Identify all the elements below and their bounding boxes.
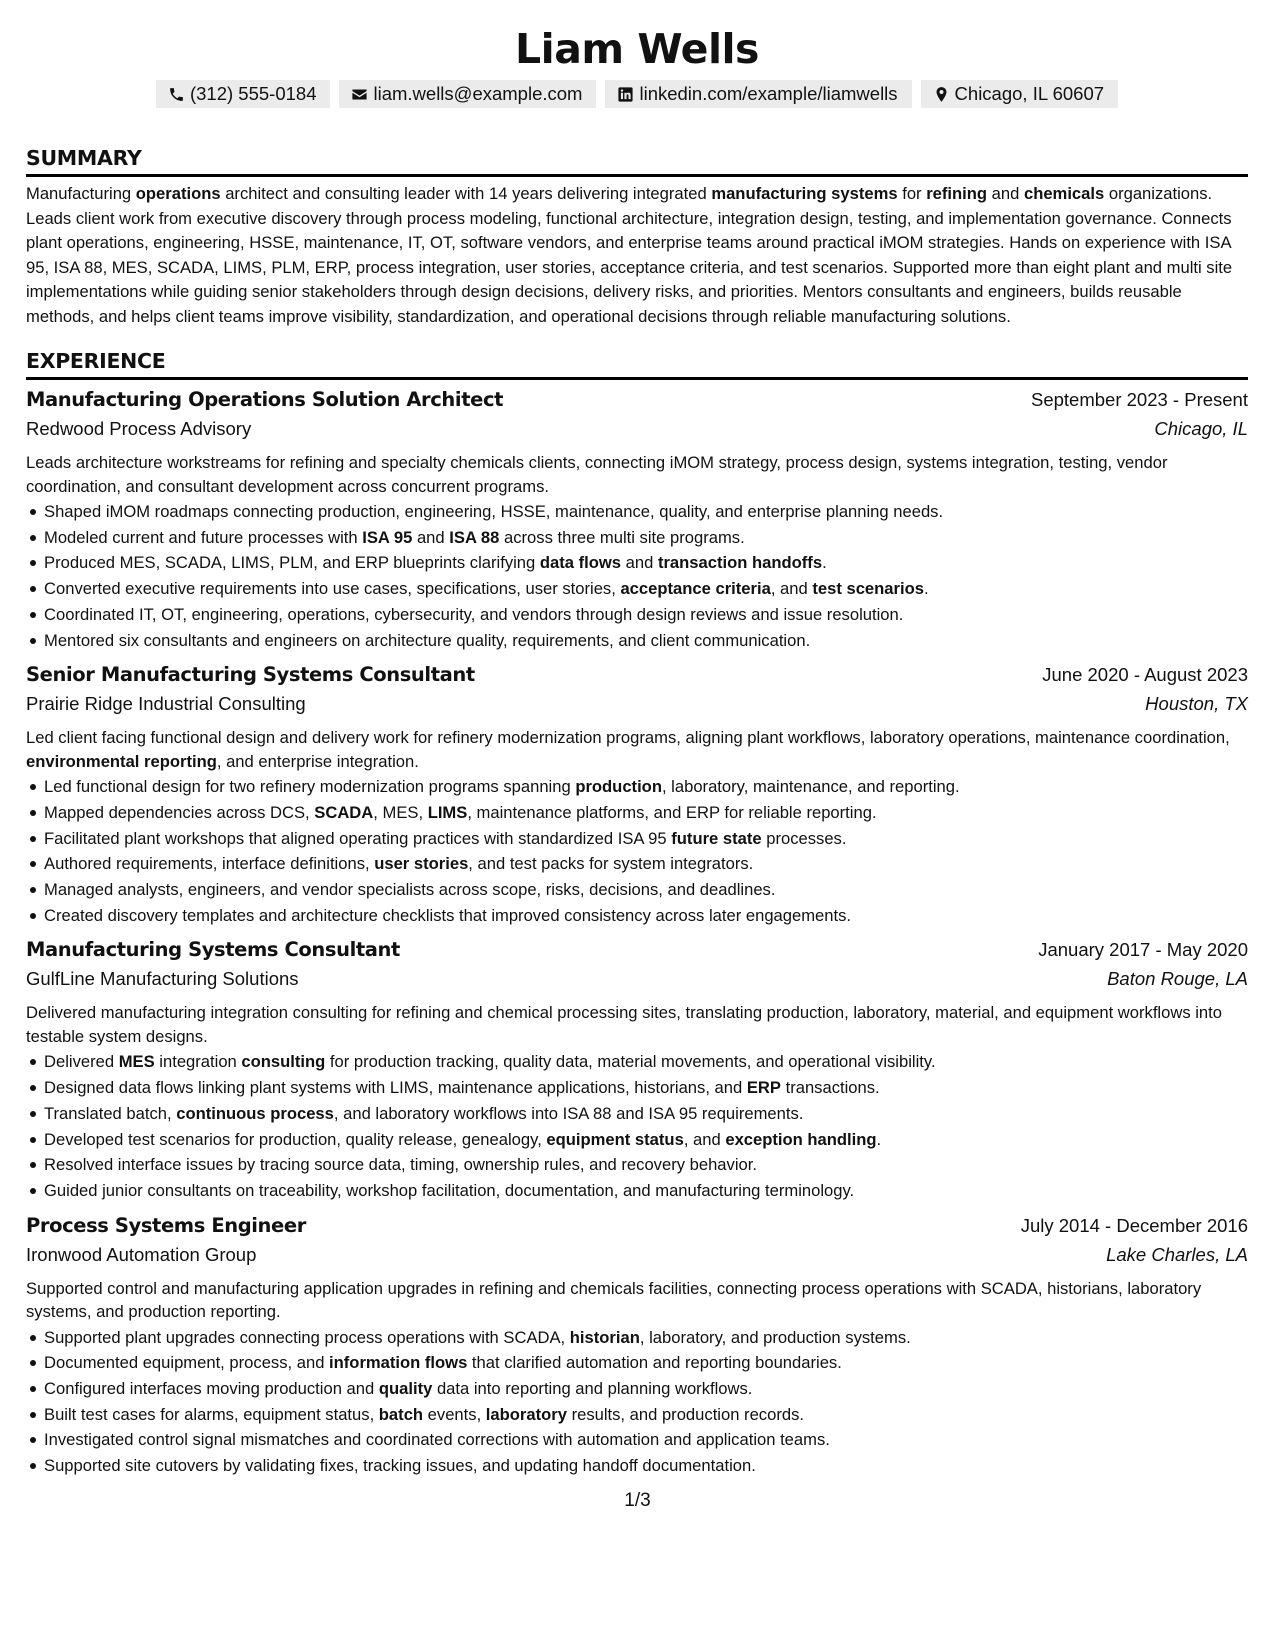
bullet-item: Managed analysts, engineers, and vendor specialists across scope, risks, decisions, and deadlines. — [26, 877, 1248, 903]
job-bullets — [26, 1049, 1248, 1203]
bullet-item: Supported plant upgrades connecting process operations with SCADA, historian, laboratory, and production systems. — [26, 1325, 1248, 1351]
bold-keyword: refining — [926, 184, 988, 203]
company-name: Redwood Process Advisory — [26, 418, 252, 439]
job-header — [26, 388, 1248, 418]
bold-keyword: historian — [569, 1327, 640, 1347]
bold-keyword: production — [575, 777, 662, 797]
job-bullets — [26, 774, 1248, 928]
bullet-item: Mapped dependencies across DCS, SCADA, MES, LIMS, maintenance platforms, and ERP for reliable reporting. — [26, 800, 1248, 826]
job-entry — [26, 663, 1248, 928]
bold-keyword: test scenarios — [812, 579, 924, 599]
bold-keyword: manufacturing systems — [711, 184, 898, 203]
bullet-item: Coordinated IT, OT, engineering, operations, cybersecurity, and vendors through design reviews and issue resolution. — [26, 602, 1248, 628]
summary-heading: SUMMARY — [26, 146, 1248, 177]
candidate-name: Liam Wells — [515, 25, 759, 73]
bullet-item: Built test cases for alarms, equipment status, batch events, laboratory results, and production records. — [26, 1402, 1248, 1428]
job-title: Manufacturing Systems Consultant — [26, 938, 400, 962]
phone-text: (312) 555-0184 — [189, 83, 317, 104]
resume-page — [26, 0, 1248, 1479]
bullet-item: Converted executive requirements into use cases, specifications, user stories, acceptance criteria, and test scenarios. — [26, 576, 1248, 602]
bullet-item: Led functional design for two refinery modernization programs spanning production, laboratory, maintenance, and reporting. — [26, 774, 1248, 800]
bullet-item: Configured interfaces moving production and quality data into reporting and planning workflows. — [26, 1376, 1248, 1402]
job-header — [26, 1214, 1248, 1244]
contact-email[interactable] — [339, 80, 596, 108]
job-dates: July 2014 - December 2016 — [1020, 1214, 1248, 1236]
job-entry — [26, 938, 1248, 1203]
company-name: GulfLine Manufacturing Solutions — [26, 968, 299, 990]
bullet-item: Created discovery templates and architecture checklists that improved consistency across later engagements. — [26, 903, 1248, 929]
bold-keyword: ERP — [746, 1078, 781, 1098]
bold-keyword: future state — [671, 828, 762, 848]
job-dates: September 2023 - Present — [1031, 389, 1248, 410]
bold-keyword: user stories — [374, 854, 469, 874]
bullet-item: Modeled current and future processes with ISA 95 and ISA 88 across three multi site programs. — [26, 525, 1248, 551]
contact-phone — [156, 80, 331, 108]
job-location: Chicago, IL — [1154, 418, 1248, 439]
bullet-item: Produced MES, SCADA, LIMS, PLM, and ERP blueprints clarifying data flows and transaction handoffs. — [26, 550, 1248, 576]
job-bullets — [26, 499, 1248, 653]
bold-keyword: exception handling — [725, 1129, 877, 1149]
bold-keyword: information flows — [329, 1353, 468, 1373]
bold-keyword: continuous process — [176, 1103, 334, 1123]
bold-keyword: chemicals — [1023, 184, 1105, 203]
contact-linkedin[interactable] — [605, 80, 911, 108]
bullet-item: Facilitated plant workshops that aligned operating practices with standardized ISA 95 future state processes. — [26, 826, 1248, 852]
bullet-item: Guided junior consultants on traceability, workshop facilitation, documentation, and manufacturing terminology. — [26, 1178, 1248, 1204]
bold-keyword: consulting — [241, 1052, 326, 1072]
bold-keyword: transaction handoffs — [657, 553, 823, 573]
bold-keyword: batch — [378, 1404, 424, 1424]
job-description: Leads architecture workstreams for refining and specialty chemicals clients, connecting iMOM strategy, process design, systems integration, testing, vendor coordination, and consultant development across concurrent programs. — [26, 453, 1168, 496]
bold-keyword: operations — [135, 184, 221, 203]
job-title: Process Systems Engineer — [26, 1213, 306, 1237]
job-header — [26, 663, 1248, 693]
bold-keyword: environmental reporting — [26, 751, 217, 771]
job-location: Baton Rouge, LA — [1107, 968, 1248, 990]
bullet-item: Authored requirements, interface definitions, user stories, and test packs for system integrators. — [26, 851, 1248, 877]
job-subheader — [26, 968, 1248, 998]
bullet-item: Investigated control signal mismatches and coordinated corrections with automation and application teams. — [26, 1427, 1248, 1453]
bold-keyword: ISA 88 — [449, 527, 500, 547]
job-subheader — [26, 418, 1248, 448]
email-text: liam.wells@example.com — [373, 83, 583, 104]
bullet-item: Resolved interface issues by tracing source data, timing, ownership rules, and recovery behavior. — [26, 1152, 1248, 1178]
job-entry — [26, 388, 1248, 653]
bullet-item: Delivered MES integration consulting for production tracking, quality data, material movements, and operational visibility. — [26, 1049, 1248, 1075]
map-pin-icon — [933, 86, 950, 103]
job-description: Delivered manufacturing integration consulting for refining and chemical processing sites, translating production, laboratory, material, and equipment workflows into testable system designs. — [26, 1003, 1222, 1046]
bullet-item: Translated batch, continuous process, and laboratory workflows into ISA 88 and ISA 95 requirements. — [26, 1101, 1248, 1127]
job-bullets — [26, 1325, 1248, 1479]
job-dates: June 2020 - August 2023 — [1042, 664, 1248, 686]
bullet-item: Documented equipment, process, and information flows that clarified automation and reporting boundaries. — [26, 1350, 1248, 1376]
bold-keyword: MES — [118, 1052, 155, 1072]
envelope-icon — [351, 86, 368, 103]
job-subheader — [26, 693, 1248, 723]
job-title: Senior Manufacturing Systems Consultant — [26, 663, 475, 687]
experience-list — [26, 388, 1248, 1479]
bullet-item: Supported site cutovers by validating fixes, tracking issues, and updating handoff documentation. — [26, 1453, 1248, 1479]
job-description: Led client facing functional design and delivery work for refinery modernization programs, aligning plant workflows, laboratory operations, maintenance coordination, environmental reporting, and enterprise integration. — [26, 728, 1230, 771]
job-description: Supported control and manufacturing application upgrades in refining and chemicals facilities, connecting process operations with SCADA, historians, laboratory systems, and production reporting. — [26, 1278, 1202, 1322]
bold-keyword: laboratory — [485, 1404, 567, 1424]
bold-keyword: SCADA — [314, 802, 374, 822]
page-number: 1/3 — [624, 1490, 651, 1511]
bold-keyword: acceptance criteria — [620, 579, 771, 599]
location-text: Chicago, IL 60607 — [954, 83, 1105, 104]
bullet-item: Developed test scenarios for production, quality release, genealogy, equipment status, and exception handling. — [26, 1127, 1248, 1153]
bold-keyword: ISA 95 — [362, 527, 413, 547]
phone-icon — [168, 86, 185, 103]
job-location: Houston, TX — [1145, 693, 1248, 715]
linkedin-text: linkedin.com/example/liamwells — [639, 83, 898, 104]
job-title: Manufacturing Operations Solution Architect — [26, 388, 504, 411]
summary-paragraph: Manufacturing operations architect and consulting leader with 14 years delivering integrated manufacturing systems for refining and chemicals organizations. Leads client work from executive discovery through process modeling, functional architecture, integration design, testing, and implementation governance. Connects plant operations, engineering, HSSE, maintenance, IT, OT, software vendors, and enterprise teams around practical iMOM strategies. Hands on experience with ISA 95, ISA 88, MES, SCADA, LIMS, PLM, ERP, process integration, user stories, acceptance criteria, and test scenarios. Supported more than eight plant and multi site implementations while guiding senior stakeholders through design decisions, delivery risks, and priorities. Mentors consultants and engineers, builds reusable methods, and helps client teams improve visibility, standardization, and operational decisions through reliable manufacturing solutions. — [26, 184, 1233, 326]
bold-keyword: equipment status — [546, 1129, 684, 1149]
job-entry — [26, 1214, 1248, 1479]
job-subheader — [26, 1244, 1248, 1274]
linkedin-icon — [617, 86, 634, 103]
job-header — [26, 938, 1248, 968]
bold-keyword: LIMS — [427, 802, 468, 822]
bullet-item: Mentored six consultants and engineers on architecture quality, requirements, and client communication. — [26, 628, 1248, 654]
contact-bar — [26, 80, 1248, 108]
bold-keyword: data flows — [539, 553, 622, 573]
company-name: Ironwood Automation Group — [26, 1243, 257, 1265]
bullet-item: Shaped iMOM roadmaps connecting production, engineering, HSSE, maintenance, quality, and enterprise planning needs. — [26, 499, 1248, 525]
company-name: Prairie Ridge Industrial Consulting — [26, 693, 306, 715]
job-location: Lake Charles, LA — [1106, 1243, 1248, 1265]
job-dates: January 2017 - May 2020 — [1038, 939, 1248, 961]
contact-location — [921, 80, 1118, 108]
bullet-item: Designed data flows linking plant systems with LIMS, maintenance applications, historians, and ERP transactions. — [26, 1075, 1248, 1101]
experience-heading: EXPERIENCE — [26, 349, 1248, 380]
bold-keyword: quality — [378, 1379, 433, 1399]
